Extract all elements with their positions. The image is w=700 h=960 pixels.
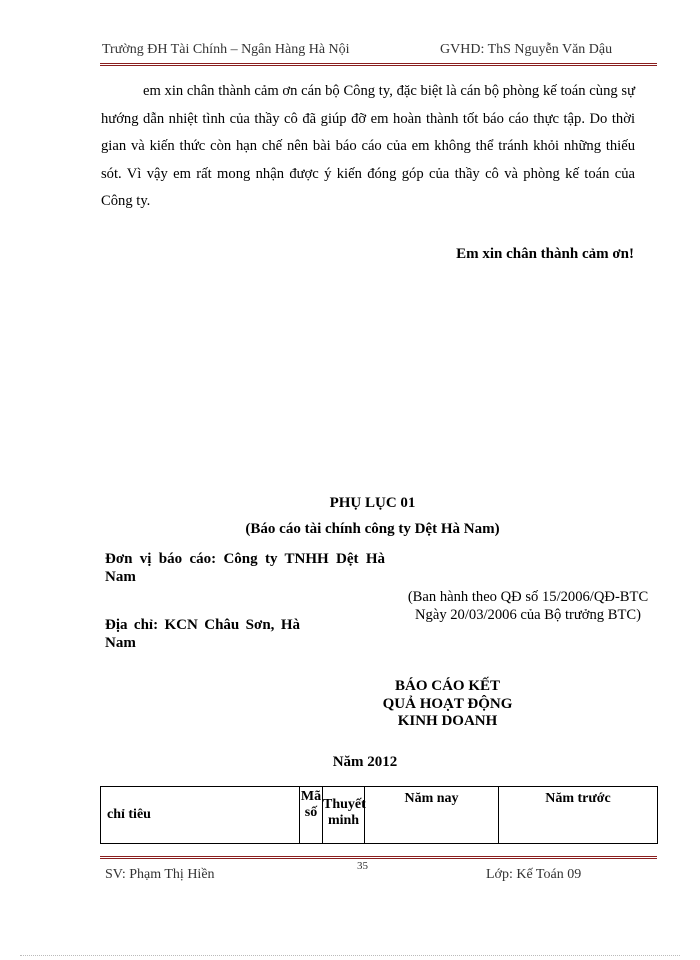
footer-rule xyxy=(100,856,657,859)
col-header-item: chỉ tiêu xyxy=(101,787,300,844)
page-number: 35 xyxy=(357,860,368,872)
col-header-current-year: Năm nay xyxy=(365,787,499,844)
appendix-title: PHỤ LỤC 01 xyxy=(329,495,416,511)
issuance-line-1: (Ban hành theo QĐ số 15/2006/QĐ-BTC xyxy=(407,589,649,605)
issuance-line-2: Ngày 20/03/2006 của Bộ trưởng BTC) xyxy=(415,607,641,623)
report-year: Năm 2012 xyxy=(332,754,398,770)
header-advisor: GVHD: ThS Nguyễn Văn Dậu xyxy=(440,42,613,57)
appendix-subtitle: (Báo cáo tài chính công ty Dệt Hà Nam) xyxy=(245,521,500,537)
issuance-note xyxy=(398,588,658,624)
header-rule xyxy=(100,63,657,66)
income-statement-table xyxy=(100,786,658,844)
table-header-row xyxy=(101,787,658,844)
col-header-notes: Thuyết minh xyxy=(323,787,365,844)
footer-class: Lớp: Kế Toán 09 xyxy=(486,867,582,882)
company-address: Địa chỉ: KCN Châu Sơn, Hà Nam xyxy=(105,617,300,651)
page-break-line xyxy=(20,955,680,956)
reporting-unit: Đơn vị báo cáo: Công ty TNHH Dệt Hà Nam xyxy=(105,551,385,585)
report-title: BÁO CÁO KẾT QUẢ HOẠT ĐỘNG KINH DOANH xyxy=(382,678,513,729)
footer-student: SV: Phạm Thị Hiền xyxy=(105,867,215,882)
header-school: Trường ĐH Tài Chính – Ngân Hàng Hà Nội xyxy=(102,42,350,57)
thanks-line: Em xin chân thành cảm ơn! xyxy=(456,246,634,262)
paragraph-text: em xin chân thành cảm ơn cán bộ Công ty, đặc biệt là cán bộ phòng kế toán cùng sự hướng dẫn nhiệt tình của thầy cô đã giúp đỡ em hoàn thành tốt báo cáo thực tập. Do thời gian và kiến thức còn hạn chế nên bài báo cáo của em không thể tránh khỏi những thiếu sót. Vì vậy em rất mong nhận được ý kiến đóng góp của thầy cô và phòng kế toán của Công ty. xyxy=(101,83,635,210)
acknowledgement-paragraph xyxy=(101,78,635,216)
col-header-previous-year: Năm trước xyxy=(499,787,658,844)
col-header-code: Mã số xyxy=(300,787,323,844)
